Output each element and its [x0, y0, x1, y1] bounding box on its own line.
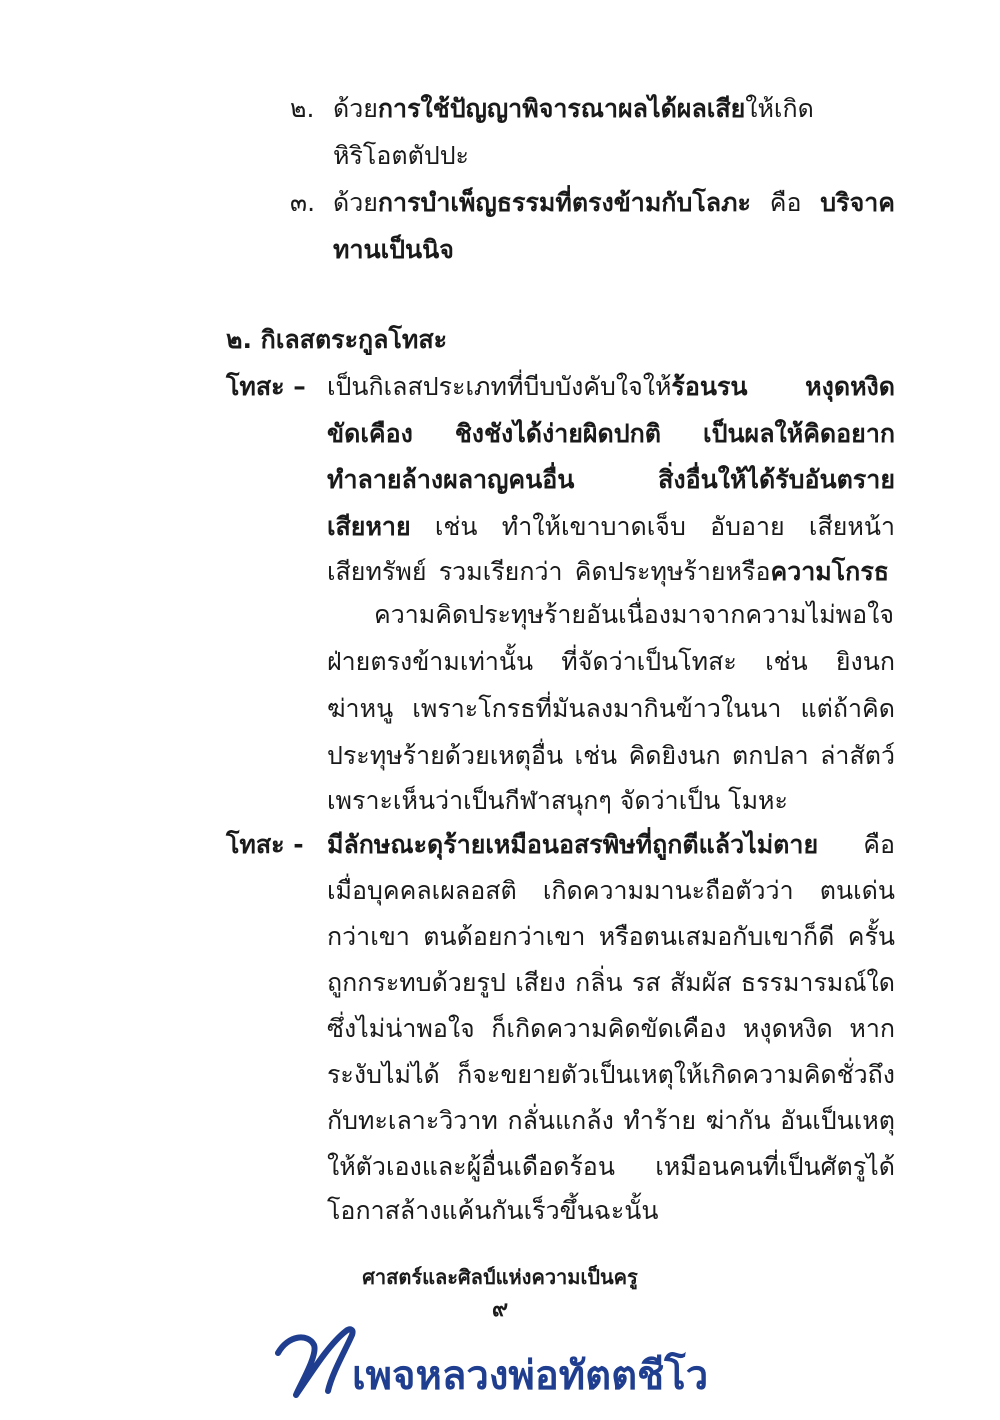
term-line: ถูกกระทบด้วยรูป เสียง กลิ่น รส สัมผัส ธรรมารมณ์ใด — [327, 968, 895, 997]
term-line: เมื่อบุคคลเผลอสติ เกิดความมานะถือตัวว่า ตนเด่น — [327, 876, 895, 905]
bold-run: การบำเพ็ญธรรมที่ตรงข้ามกับโลภะ — [377, 188, 751, 217]
term-label: โทสะ – — [226, 372, 306, 401]
term-line: กับทะเลาะวิวาท กลั่นแกล้ง ทำร้าย ฆ่ากัน อันเป็นเหตุ — [327, 1106, 895, 1135]
term-line — [327, 416, 895, 452]
term-line: ซึ่งไม่น่าพอใจ ก็เกิดความคิดขัดเคือง หงุดหงิด หาก — [327, 1014, 895, 1043]
text-run: เช่น ทำให้เขาบาดเจ็บ อับอาย เสียหน้า — [410, 512, 895, 541]
term-line — [327, 827, 895, 863]
paragraph-line: เพราะเห็นว่าเป็นกีฬาสนุกๆ จัดว่าเป็น โมหะ — [327, 786, 788, 815]
term-line — [327, 462, 895, 498]
list-item-number: ๒. — [290, 94, 315, 123]
paragraph-line: ประทุษร้ายด้วยเหตุอื่น เช่น คิดยิงนก ตกปลา ล่าสัตว์ — [327, 741, 895, 770]
list-item-line — [333, 185, 895, 221]
term-line — [327, 369, 895, 405]
text-run: เสียทรัพย์ รวมเรียกว่า คิดประทุษร้ายหรือ — [327, 557, 771, 586]
term-line: โอกาสล้างแค้นกันเร็วขึ้นฉะนั้น — [327, 1196, 659, 1225]
bold-run: ทานเป็นนิจ — [333, 235, 454, 264]
term-line: ระงับไม่ได้ ก็จะขยายตัวเป็นเหตุให้เกิดความคิดชั่วถึง — [327, 1060, 895, 1089]
paragraph-line: ความคิดประทุษร้ายอันเนื่องมาจากความไม่พอใจ — [374, 600, 895, 629]
term-label: โทสะ - — [226, 830, 304, 859]
logo-text: เพจหลวงพ่อทัตตชีโว — [352, 1353, 709, 1399]
section-heading: ๒. กิเลสตระกูลโทสะ — [226, 325, 448, 354]
bold-run: ทำลายล้างผลาญคนอื่น สิ่งอื่นให้ได้รับอันตราย — [327, 465, 895, 494]
text-run: เป็นกิเลสประเภทที่บีบบังคับใจให้ — [327, 372, 672, 401]
list-item-number: ๓. — [290, 188, 316, 217]
text-run: ด้วย — [333, 188, 378, 217]
bold-run: ร้อนรน หงุดหงิด — [671, 372, 895, 401]
term-line: ให้ตัวเองและผู้อื่นเดือดร้อน เหมือนคนที่เป็นศัตรูได้ — [327, 1152, 895, 1181]
list-item-line — [333, 232, 454, 268]
paragraph-line: ฝ่ายตรงข้ามเท่านั้น ที่จัดว่าเป็นโทสะ เช่น ยิงนก — [327, 647, 895, 676]
bold-run: เสียหาย — [327, 512, 411, 541]
paragraph-line: ฆ่าหนู เพราะโกรธที่มันลงมากินข้าวในนา แต่ถ้าคิด — [327, 694, 895, 723]
list-item-line: หิริโอตตัปปะ — [333, 141, 469, 170]
bold-run: มีลักษณะดุร้ายเหมือนอสรพิษที่ถูกตีแล้วไม่ตาย — [327, 830, 819, 859]
text-run: ด้วย — [333, 94, 378, 123]
list-item-line — [333, 91, 814, 127]
script-t-icon — [270, 1325, 360, 1405]
term-line — [327, 509, 895, 545]
term-line — [327, 554, 889, 590]
bold-run: ความโกรธ — [770, 557, 889, 586]
page-logo — [270, 1325, 740, 1405]
bold-run: ขัดเคือง ชิงชังได้ง่ายผิดปกติ เป็นผลให้คิดอยาก — [327, 419, 895, 448]
bold-run: การใช้ปัญญาพิจารณาผลได้ผลเสีย — [377, 94, 746, 123]
text-run: ให้เกิด — [745, 94, 814, 123]
text-run: คือ — [818, 830, 895, 859]
footer-title: ศาสตร์และศิลป์แห่งความเป็นครู — [362, 1265, 638, 1289]
bold-run: บริจาค — [820, 188, 895, 217]
term-line: กว่าเขา ตนด้อยกว่าเขา หรือตนเสมอกับเขาก็ดี ครั้น — [327, 922, 895, 951]
text-run: คือ — [750, 188, 821, 217]
page-number: ๙ — [491, 1297, 509, 1322]
